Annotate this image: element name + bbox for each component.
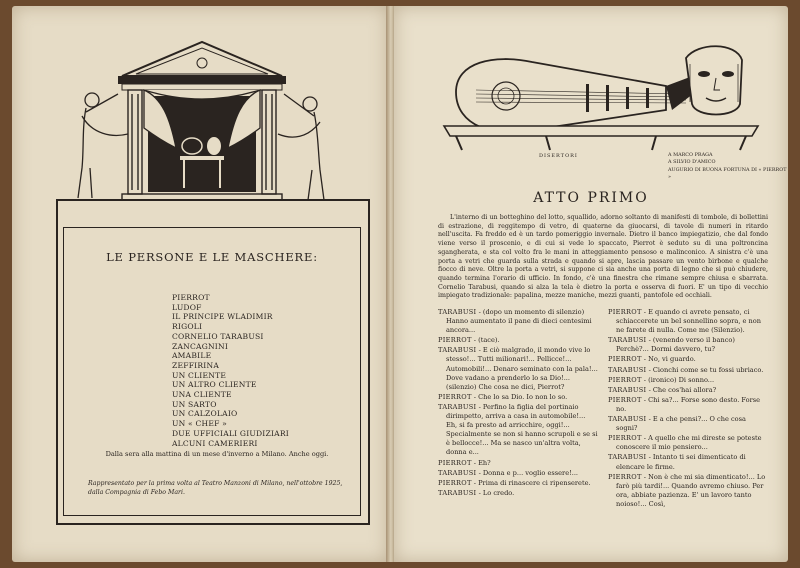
dialogue-line: [438, 489, 598, 498]
lute-and-mask-illustration: [436, 44, 766, 152]
cast-title: LE PERSONE E LE MASCHERE:: [106, 250, 318, 264]
setting-note: Dalla sera alla mattina di un mese d'inverno a Milano. Anche oggi.: [105, 450, 329, 458]
stage-direction: L'interno di un botteghino del lotto, squallido, adorno soltanto di manifesti di tombole, di bollettini di estrazione, di reggitempo di vetro, di quaterne da giuocarsi, di tavole di numeri in ritardo nell'uscita. Fa freddo ed è un tardo pomeriggio invernale. Dietro il banco impiegatizio, che dal fondo viene verso il proscenio, e di cui si vede lo spaccato, Pierrot è seduto su di una poltroncina sgangherata, e sta col volto fra le mani in atteggiamento pensoso e malinconico. A sinistra c'è una porta a vetri che guarda sulla strada e quando si apre, lascia passare un vento birbone e qualche fiocco di neve. Oltre la porta a vetri, si suppone ci sia anche una porta di legno che si può chiudere, quando termina l'orario di ufficio. In fondo, c'è una finestra che rimane sempre chiusa e sbarrata. Cornelio Tarabusi, quando si alza la tela è dietro la porta e osserva di fuori. E' un tipo di vecchio impiegato tradizionale: papalina, mezze maniche, mezzi guanti, pantofole ed occhiali.: [438, 214, 768, 300]
speech-text: - (tace).: [473, 336, 500, 345]
speech-text: - E a che pensi?... O che cosa sogni?: [616, 415, 746, 433]
speech-text: - Eh?: [473, 458, 491, 467]
speech-text: - Cionchi come se tu fossi ubriaco.: [648, 365, 764, 374]
cast-frame-inner: [63, 227, 361, 516]
dialogue-line: [608, 415, 768, 433]
speaker-name: PIERROT: [438, 458, 472, 467]
speech-text: - (ironico) Di sonno...: [643, 375, 715, 384]
speech-text: - (dopo un momento di silenzio) Hanno aumentato il pane di dieci centesimi ancora...: [446, 308, 592, 335]
cast-member: UN « CHEF »: [172, 419, 228, 429]
speaker-name: PIERROT: [608, 355, 642, 364]
speech-text: - A quello che mi direste se poteste conoscere il mio pensiero...: [616, 434, 762, 452]
cast-member: ALCUNI CAMERIERI: [172, 438, 258, 448]
speech-text: - Perfino la figlia del portinaio dirimpetto, arriva a casa in automobile!... Eh, si fa presto ad arricchire, oggi!... Specialmente se non si hanno scrupoli e se si è bellocce!... Ma se nasco un'altra volta, donna e...: [446, 402, 598, 457]
dialogue-column-right: [608, 308, 768, 510]
speech-text: - E ciò malgrado, il mondo vive lo stesso!... Tutti milionari!... Pellicce!... Automobili!... Denaro seminato con la pala!... Dove vadano a prenderlo lo sa Dio!... (silenzio) Che cosa ne dici, Pierrot?: [446, 346, 598, 391]
cast-member: ZEFFIRINA: [172, 360, 220, 370]
speech-text: - E quando ci avrete pensato, ci schiaccerete un bel sonnellino sopra, e non ne farete di nulla. Come me (Silenzio).: [616, 308, 761, 335]
speaker-name: PIERROT: [608, 375, 642, 384]
dialogue-line: [438, 393, 598, 402]
dialogue-line: [608, 386, 768, 395]
speaker-name: TARABUSI: [608, 415, 647, 424]
dialogue-line: [438, 346, 598, 391]
dialogue-line: [438, 403, 598, 458]
dialogue-line: [608, 355, 768, 364]
speech-text: - No, vi guardo.: [643, 355, 696, 364]
cast-member: PIERROT: [172, 293, 210, 302]
speaker-name: TARABUSI: [438, 346, 477, 355]
speaker-name: TARABUSI: [438, 402, 477, 411]
dialogue-line: [608, 336, 768, 354]
speaker-name: TARABUSI: [438, 308, 477, 316]
act-title: ATTO PRIMO: [533, 190, 649, 206]
dialogue-line: [608, 453, 768, 471]
dialogue-line: [608, 308, 768, 335]
speech-text: - Prima di rinascere ci ripenserete.: [473, 478, 591, 487]
cast-member: UN SARTO: [172, 399, 217, 409]
dialogue-line: [608, 376, 768, 385]
dialogue-line: [608, 473, 768, 509]
speaker-name: PIERROT: [608, 434, 642, 443]
cast-member: CORNELIO TARABUSI: [172, 331, 264, 341]
illustration-caption: DISERTORI: [539, 153, 578, 159]
dedication-line: A MARCO PRAGA: [668, 152, 713, 158]
cast-member: ZANCAGNINI: [172, 341, 229, 351]
speaker-name: PIERROT: [608, 308, 642, 316]
speaker-name: PIERROT: [438, 478, 472, 487]
cast-member: DUE UFFICIALI GIUDIZIARI: [172, 428, 289, 438]
dialogue-line: [608, 434, 768, 452]
dialogue-line: [438, 479, 598, 488]
speaker-name: TARABUSI: [438, 468, 477, 477]
cast-list: [172, 293, 289, 448]
cast-member: LUDOF: [172, 302, 202, 312]
speaker-name: PIERROT: [438, 392, 472, 401]
cast-member: IL PRINCIPE WLADIMIR: [172, 312, 273, 322]
cast-member: AMABILE: [172, 351, 212, 361]
speech-text: - Donna e p... voglio essere!...: [478, 468, 579, 477]
dedication-line: A SILVIO D'AMICO: [668, 159, 716, 166]
cast-member: UN CALZOLAIO: [172, 409, 238, 419]
speech-text: - Intanto ti sei dimenticato di elencare le firme.: [616, 453, 746, 471]
speaker-name: PIERROT: [608, 395, 642, 404]
cast-member: UN ALTRO CLIENTE: [172, 380, 257, 390]
cast-frame: [56, 199, 370, 525]
premiere-note: Rappresentato per la prima volta al Teatro Manzoni di Milano, nell'ottobre 1925, dalla Compagnia di Febo Mari.: [88, 480, 343, 496]
dedication-line: AUGURIO DI BUONA FORTUNA DI « PIERROT »: [668, 166, 787, 181]
cast-member: UN CLIENTE: [172, 370, 227, 380]
dialogue-line: [608, 396, 768, 414]
speaker-name: TARABUSI: [608, 365, 647, 374]
dialogue-line: [438, 308, 598, 335]
cast-member: RIGOLI: [172, 322, 203, 332]
speech-text: - Che cos'hai allora?: [648, 385, 717, 394]
speaker-name: TARABUSI: [608, 385, 647, 394]
speaker-name: PIERROT: [438, 336, 472, 345]
dialogue-line: [438, 469, 598, 478]
speech-text: - Lo credo.: [478, 488, 515, 497]
speaker-name: TARABUSI: [608, 336, 647, 345]
speaker-name: PIERROT: [608, 472, 642, 481]
dedication: [668, 152, 788, 182]
left-page: [12, 6, 388, 562]
dialogue-column-left: [438, 308, 598, 499]
dialogue-line: [438, 459, 598, 468]
speaker-name: TARABUSI: [608, 453, 647, 462]
speech-text: - Chi sa?... Forse sono desto. Forse no.: [616, 395, 761, 413]
speaker-name: TARABUSI: [438, 488, 477, 497]
cast-member: UNA CLIENTE: [172, 390, 232, 400]
speech-text: - Che lo sa Dio. Io non lo so.: [473, 392, 568, 401]
dialogue-line: [438, 336, 598, 345]
dialogue-line: [608, 366, 768, 375]
right-page: [394, 6, 788, 562]
theater-stage-illustration: [52, 38, 352, 210]
speech-text: - Non è che mi sia dimenticato!... Lo farò più tardi!... Quando avremo chiuso. Per ora, abbiate pazienza. E' un lavoro tanto noioso!... Così,: [616, 472, 766, 508]
speech-text: - (venendo verso il banco) Perchè?... Dormi davvero, tu?: [616, 336, 735, 354]
